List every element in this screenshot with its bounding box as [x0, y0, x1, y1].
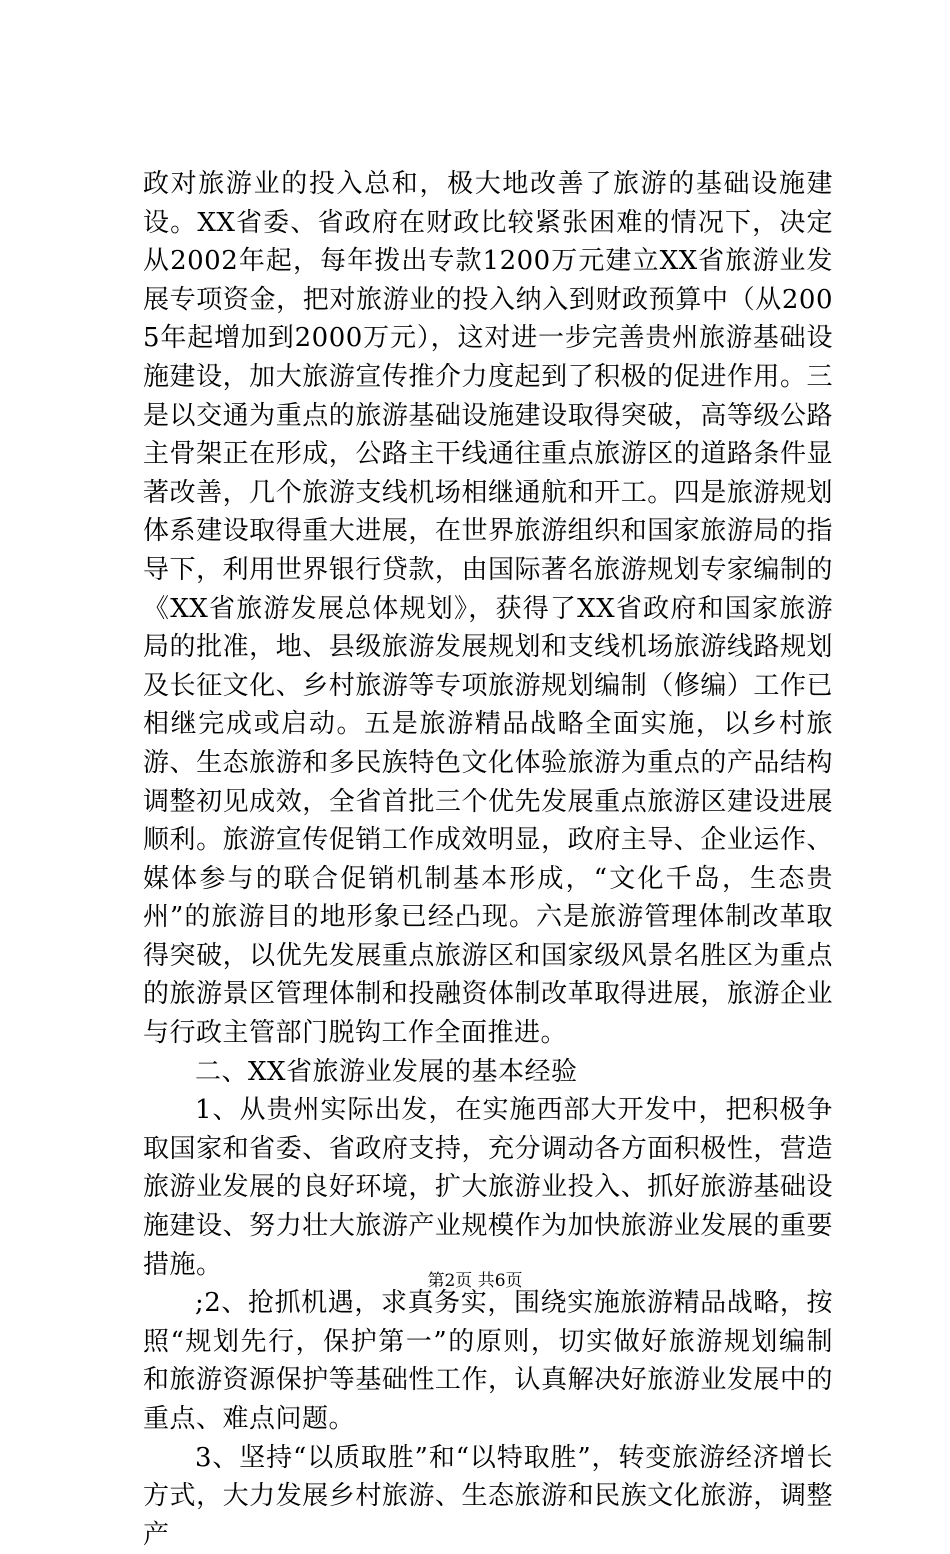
- section-heading: 二、XX省旅游业发展的基本经验: [195, 1056, 578, 1087]
- body-paragraph-3: ;2、抢抓机遇，求真务实，围绕实施旅游精品战略，按照“规划先行，保护第一”的原则，切实做好旅游规划编制和旅游资源保护等基础性工作，认真解决好旅游业发展中的重点、难点问题。: [143, 1288, 833, 1434]
- body-paragraph-2: 1、从贵州实际出发，在实施西部大开发中，把积极争取国家和省委、省政府支持，充分调动各方面积极性，营造旅游业发展的良好环境，扩大旅游业投入、抓好旅游基础设施建设、努力壮大旅游产业规模作为加快旅游业发展的重要措施。: [143, 1095, 833, 1280]
- page-number-footer: 第2页 共6页: [427, 1271, 523, 1291]
- body-paragraph-4: 3、坚持“以质取胜”和“以特取胜”，转变旅游经济增长方式，大力发展乡村旅游、生态旅游和民族文化旅游，调整产: [143, 1442, 833, 1550]
- body-paragraph-1: 政对旅游业的投入总和，极大地改善了旅游的基础设施建设。XX省委、省政府在财政比较紧张困难的情况下，决定从2002年起，每年拨出专款1200万元建立XX省旅游业发展专项资金，把对旅游业的投入纳入到财政预算中（从2005年起增加到2000万元），这对进一步完善贵州旅游基础设施建设，加大旅游宣传推介力度起到了积极的促进作用。三是以交通为重点的旅游基础设施建设取得突破，高等级公路主骨架正在形成，公路主干线通往重点旅游区的道路条件显著改善，几个旅游支线机场相继通航和开工。四是旅游规划体系建设取得重大进展，在世界旅游组织和国家旅游局的指导下，利用世界银行贷款，由国际著名旅游规划专家编制的《XX省旅游发展总体规划》，获得了XX省政府和国家旅游局的批准，地、县级旅游发展规划和支线机场旅游线路规划及长征文化、乡村旅游等专项旅游规划编制（修编）工作已相继完成或启动。五是旅游精品战略全面实施，以乡村旅游、生态旅游和多民族特色文化体验旅游为重点的产品结构调整初见成效，全省首批三个优先发展重点旅游区建设进展顺利。旅游宣传促销工作成效明显，政府主导、企业运作、媒体参与的联合促销机制基本形成，“文化千岛，生态贵州”的旅游目的地形象已经凸现。六是旅游管理体制改革取得突破，以优先发展重点旅游区和国家级风景名胜区为重点的旅游景区管理体制和投融资体制改革取得进展，旅游企业与行政主管部门脱钩工作全面推进。: [143, 169, 833, 1049]
- document-body: [143, 165, 833, 1554]
